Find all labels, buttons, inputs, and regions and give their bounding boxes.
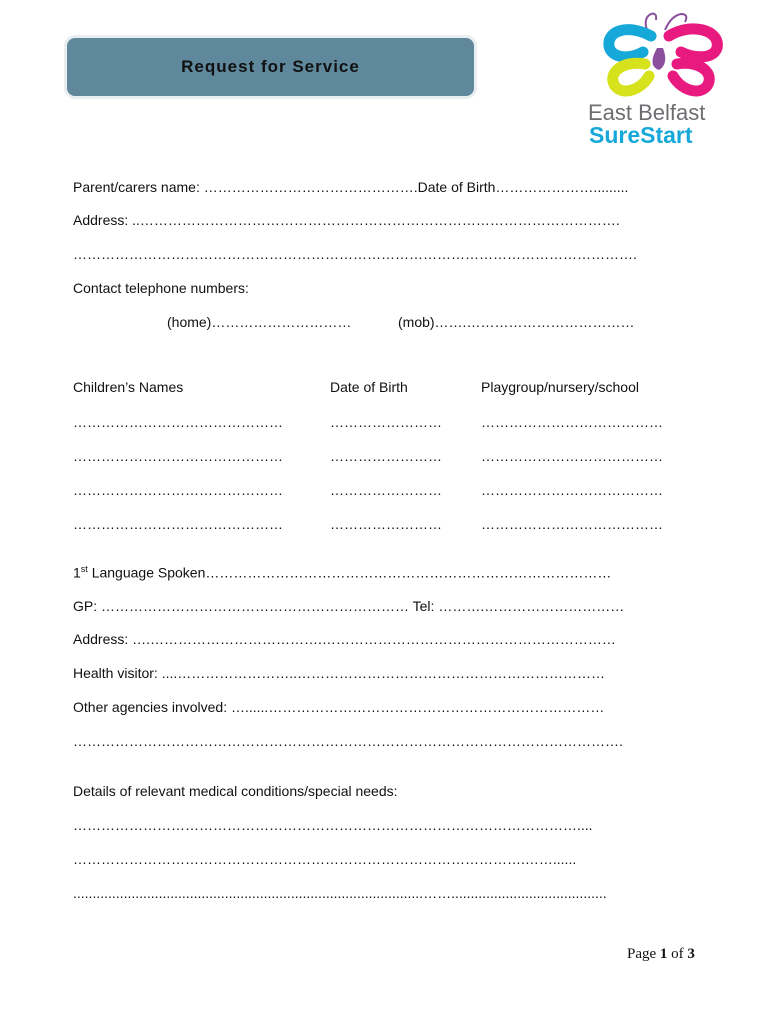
first-language-suffix: st <box>80 564 88 574</box>
child-name-field[interactable]: ……………………………………… <box>73 482 283 498</box>
page-total: 3 <box>687 946 695 962</box>
contact-telephone-label: Contact telephone numbers: <box>73 280 249 296</box>
page-current: 1 <box>659 946 668 962</box>
page-number <box>627 946 695 963</box>
child-name-field[interactable]: ……………………………………… <box>73 448 283 464</box>
parent-carers-name-field[interactable]: Parent/carers name: ……………………………………….Date of Birth…………………......... <box>73 179 629 195</box>
logo-text-east-belfast: East Belfast <box>588 100 706 125</box>
child-school-field[interactable]: ………………………………… <box>481 414 663 430</box>
child-school-field[interactable]: ………………………………… <box>481 448 663 464</box>
of-word: of <box>671 946 684 962</box>
health-visitor-field[interactable]: Health visitor: ....……………………..………………………………………………………… <box>73 665 606 681</box>
child-dob-field[interactable]: …………………… <box>330 482 442 498</box>
logo-text-surestart: SureStart <box>589 122 693 148</box>
gp-tel-field[interactable]: GP: ………………………………………………………… Tel: ……….………………………… <box>73 598 625 614</box>
other-agencies-field[interactable]: Other agencies involved: …......……………………………………………………………… <box>73 699 605 715</box>
page-title: Request for Service <box>181 57 360 76</box>
child-school-field[interactable]: ………………………………… <box>481 516 663 532</box>
first-language-field[interactable] <box>73 564 611 581</box>
medical-conditions-label: Details of relevant medical conditions/special needs: <box>73 783 398 799</box>
child-name-field[interactable]: ……………………………………… <box>73 414 283 430</box>
title-banner <box>67 38 474 96</box>
children-dob-header: Date of Birth <box>330 379 408 395</box>
children-names-header: Children’s Names <box>73 379 184 395</box>
address-continuation-field[interactable]: …………………………………………………………………………………………………………. <box>73 246 637 262</box>
child-dob-field[interactable]: …………………… <box>330 448 442 464</box>
gp-address-field[interactable]: Address: ….……………………………….……………………………………………………… <box>73 631 616 647</box>
first-language-text: Language Spoken…………………………………………………………………………… <box>87 564 612 581</box>
child-school-field[interactable]: ………………………………… <box>481 482 663 498</box>
first-language-number: 1 <box>73 564 81 581</box>
children-school-header: Playgroup/nursery/school <box>481 379 639 395</box>
medical-conditions-line[interactable]: …………………………………………………………………………………….……...... <box>73 851 577 867</box>
home-phone-field[interactable]: (home)………………………… <box>167 314 352 330</box>
address-field[interactable]: Address: ..…………………………………………………………………………………………. <box>73 212 620 228</box>
medical-conditions-line[interactable]: ……………………………………………………………………………………………….... <box>73 817 593 833</box>
mobile-phone-field[interactable]: (mob)…….……………………………… <box>398 314 635 330</box>
page-word: Page <box>627 946 657 962</box>
medical-conditions-line[interactable]: ..........................................................................................……........................................ <box>73 885 607 901</box>
child-dob-field[interactable]: …………………… <box>330 414 442 430</box>
child-dob-field[interactable]: …………………… <box>330 516 442 532</box>
child-name-field[interactable]: ……………………………………… <box>73 516 283 532</box>
other-agencies-continuation-field[interactable]: ………………………………………………………………………………………………………. <box>73 733 623 749</box>
